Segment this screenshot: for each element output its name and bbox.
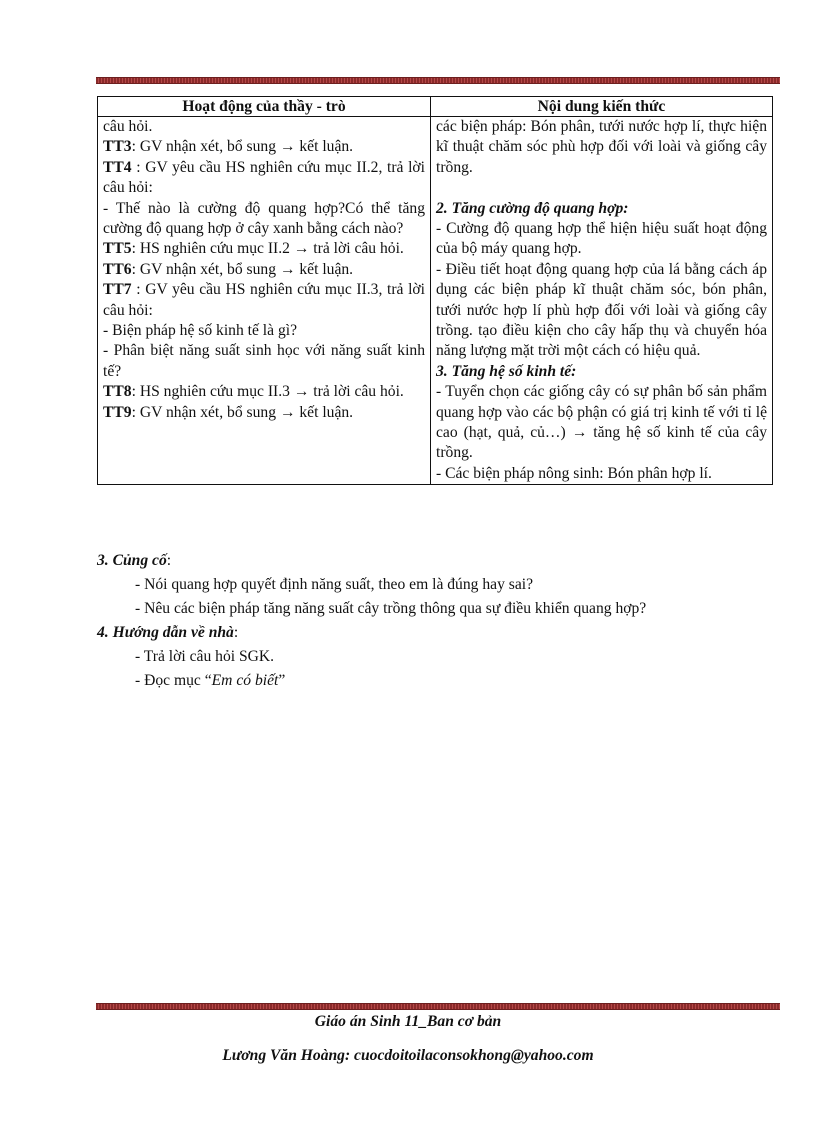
consolidation-item: - Nói quang hợp quyết định năng suất, theo em là đúng hay sai?: [135, 576, 534, 593]
content-cell: [431, 117, 773, 485]
activity-item: - Biện pháp hệ số kinh tế là gì?: [103, 322, 298, 340]
footer-author: Lương Văn Hoàng: cuocdoitoilaconsokhong@yahoo.com: [222, 1047, 594, 1064]
activity-item: TT8: HS nghiên cứu mục II.3 → trả lời câu hỏi.: [103, 383, 404, 401]
content-paragraph: - Điều tiết hoạt động quang hợp của lá bằng cách áp dụng các biện pháp kĩ thuật chăm sóc, bón phân, tưới nước hợp lí phù hợp đối với loài và giống cây trồng. tạo điều kiện cho cây hấp thụ và chuyển hóa năng lượng mặt trời một cách có hiệu quả.: [436, 260, 767, 360]
consolidation-item: - Nêu các biện pháp tăng năng suất cây trồng thông qua sự điều khiển quang hợp?: [135, 600, 647, 617]
table-header-row: [98, 97, 773, 117]
section-heading-economic-coefficient: 3. Tăng hệ số kinh tế:: [436, 362, 577, 380]
activity-item: câu hỏi.: [103, 118, 153, 135]
homework-item: - Trả lời câu hỏi SGK.: [135, 648, 275, 665]
homework-heading: 4. Hướng dẫn về nhà:: [97, 624, 239, 641]
lesson-wrapup: [97, 549, 787, 693]
table-body-row: [98, 117, 773, 485]
activity-item: TT4 : GV yêu cầu HS nghiên cứu mục II.2, trả lời câu hỏi:: [103, 158, 425, 197]
homework-item: - Đọc mục “Em có biết”: [135, 672, 286, 689]
content-paragraph: - Cường độ quang hợp thể hiện hiệu suất hoạt động của bộ máy quang hợp.: [436, 220, 767, 258]
content-intro: các biện pháp: Bón phân, tưới nước hợp lí, thực hiện kĩ thuật chăm sóc phù hợp đối với loài và giống cây trồng.: [436, 118, 767, 176]
activity-item: TT3: GV nhận xét, bổ sung → kết luận.: [103, 138, 354, 156]
activity-item: TT9: GV nhận xét, bổ sung → kết luận.: [103, 403, 354, 421]
content-paragraph: - Các biện pháp nông sinh: Bón phân hợp lí.: [436, 464, 712, 482]
activity-item: - Thế nào là cường độ quang hợp?Có thể tăng cường độ quang hợp ở cây xanh bằng cách nào?: [103, 199, 425, 238]
activities-cell: [98, 117, 431, 485]
footer-rule: [96, 1003, 780, 1010]
section-heading-photosynthesis-intensity: 2. Tăng cường độ quang hợp:: [436, 199, 629, 217]
content-paragraph: - Tuyển chọn các giống cây có sự phân bố sản phẩm quang hợp vào các bộ phận có giá trị kinh tế với tỉ lệ cao (hạt, quả, củ…) → tăng hệ số kinh tế của cây trồng.: [436, 383, 767, 462]
column-header-content: Nội dung kiến thức: [431, 97, 773, 117]
activity-item: TT5: HS nghiên cứu mục II.2 → trả lời câu hỏi.: [103, 240, 404, 258]
activity-item: TT7 : GV yêu cầu HS nghiên cứu mục II.3, trả lời câu hỏi:: [103, 281, 425, 319]
lesson-table: [97, 96, 773, 485]
column-header-activities: Hoạt động của thầy - trò: [98, 97, 431, 117]
footer-title: Giáo án Sinh 11_Ban cơ bản: [314, 1013, 502, 1030]
spacer: [436, 178, 767, 198]
activity-item: - Phân biệt năng suất sinh học với năng suất kinh tế?: [103, 342, 425, 380]
activity-item: TT6: GV nhận xét, bổ sung → kết luận.: [103, 260, 354, 278]
consolidation-heading: 3. Củng cố:: [97, 552, 172, 569]
header-rule: [96, 77, 780, 84]
